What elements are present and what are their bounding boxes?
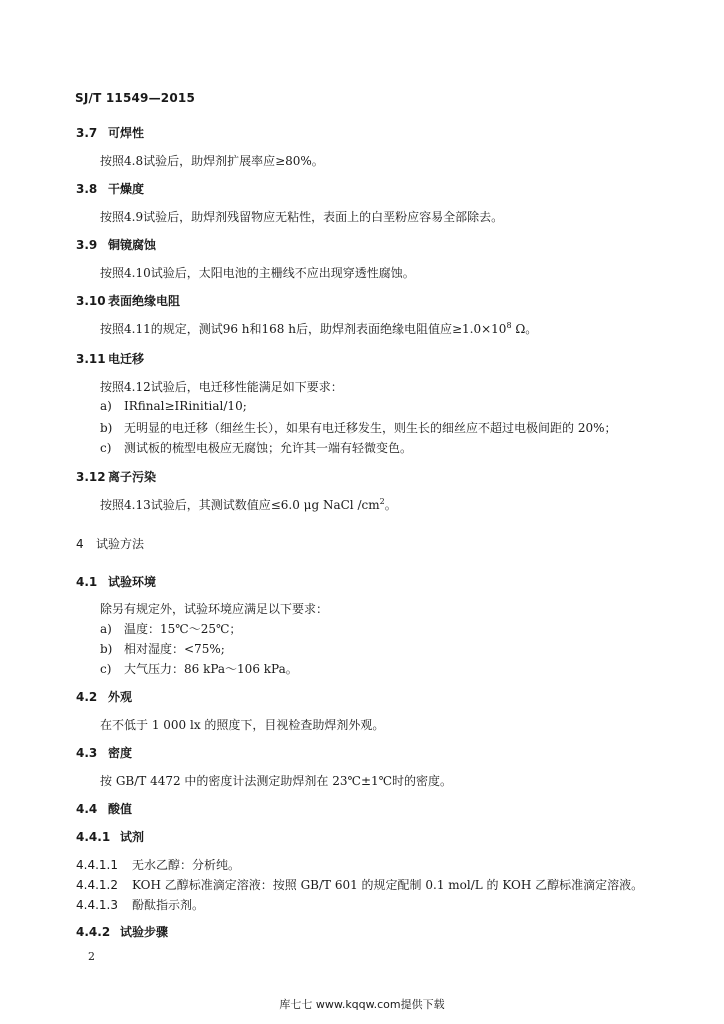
section-4-3-text: 按 GB/T 4472 中的密度计法测定助焊剂在 23℃±1℃时的密度。 bbox=[100, 774, 453, 788]
section-4-4-2-heading bbox=[76, 923, 168, 940]
section-title: 酸值 bbox=[108, 802, 133, 816]
download-footer: 库七七 www.kqqw.com提供下载 bbox=[279, 998, 445, 1011]
section-title: 干燥度 bbox=[108, 182, 145, 196]
item-label: b) bbox=[100, 421, 113, 435]
section-3-9-text: 按照4.10试验后，太阳电池的主栅线不应出现穿透性腐蚀。 bbox=[100, 266, 415, 280]
section-number: 4.3 bbox=[76, 746, 98, 760]
section-number: 3.7 bbox=[76, 126, 98, 140]
page-number: 2 bbox=[88, 950, 95, 963]
clause-4-4-1-3 bbox=[76, 896, 204, 913]
clause-text: KOH 乙醇标准滴定溶液：按照 GB/T 601 的规定配制 0.1 mol/L 的 KOH 乙醇标准滴定溶液。 bbox=[132, 878, 644, 892]
section-title: 可焊性 bbox=[108, 126, 145, 140]
section-title: 试验方法 bbox=[96, 537, 145, 551]
section-4-3-heading bbox=[76, 744, 132, 761]
list-item bbox=[100, 439, 412, 456]
clause-4-4-1-1 bbox=[76, 856, 240, 873]
section-number: 3.10 bbox=[76, 294, 106, 308]
section-3-7-text: 按照4.8试验后，助焊剂扩展率应≥80%。 bbox=[100, 154, 324, 168]
text-part: Ω。 bbox=[511, 322, 538, 336]
section-3-12-heading bbox=[76, 468, 156, 485]
section-3-8-heading bbox=[76, 180, 144, 197]
section-number: 3.12 bbox=[76, 470, 106, 484]
item-label: a) bbox=[100, 622, 112, 636]
section-number: 4.4 bbox=[76, 802, 98, 816]
section-3-9-heading bbox=[76, 236, 156, 253]
section-4-1-heading bbox=[76, 573, 156, 590]
clause-number: 4.4.1.3 bbox=[76, 898, 118, 912]
section-3-10-heading bbox=[76, 292, 180, 309]
section-title: 表面绝缘电阻 bbox=[108, 294, 181, 308]
section-title: 试验环境 bbox=[108, 575, 157, 589]
section-title: 试剂 bbox=[120, 830, 145, 844]
section-4-1-intro: 除另有规定外，试验环境应满足以下要求： bbox=[100, 602, 329, 616]
section-title: 试验步骤 bbox=[120, 925, 169, 939]
section-3-11-intro: 按照4.12试验后，电迁移性能满足如下要求： bbox=[100, 380, 343, 394]
section-number: 4.4.1 bbox=[76, 830, 111, 844]
section-4-2-text: 在不低于 1 000 lx 的照度下，目视检查助焊剂外观。 bbox=[100, 718, 385, 732]
section-4-2-heading bbox=[76, 688, 132, 705]
section-number: 3.8 bbox=[76, 182, 98, 196]
list-item bbox=[100, 660, 298, 677]
clause-number: 4.4.1.2 bbox=[76, 878, 118, 892]
superscript: 8 bbox=[506, 321, 512, 330]
text-part: 。 bbox=[384, 498, 397, 512]
item-text: 温度：15℃～25℃； bbox=[124, 622, 242, 636]
section-title: 铜镜腐蚀 bbox=[108, 238, 157, 252]
list-item bbox=[100, 620, 241, 637]
item-label: c) bbox=[100, 662, 112, 676]
section-title: 外观 bbox=[108, 690, 133, 704]
clause-text: 酚酞指示剂。 bbox=[132, 898, 205, 912]
item-text: 大气压力：86 kPa～106 kPa。 bbox=[124, 662, 298, 676]
section-4-4-1-heading bbox=[76, 828, 144, 845]
section-3-12-text bbox=[100, 496, 397, 513]
item-text: IRfinal≥IRinitial/10; bbox=[124, 399, 247, 413]
clause-4-4-1-2 bbox=[76, 876, 643, 893]
item-text: 测试板的梳型电极应无腐蚀；允许其一端有轻微变色。 bbox=[124, 441, 413, 455]
list-item bbox=[100, 419, 617, 436]
section-4-4-heading bbox=[76, 800, 132, 817]
section-3-7-heading bbox=[76, 124, 144, 141]
text-part: 按照4.13试验后，其测试数值应≤6.0 μg NaCl /cm bbox=[100, 498, 380, 512]
clause-text: 无水乙醇：分析纯。 bbox=[132, 858, 241, 872]
item-text: 无明显的电迁移（细丝生长），如果有电迁移发生，则生长的细丝应不超过电极间距的 20%； bbox=[124, 421, 617, 435]
section-number: 4 bbox=[76, 537, 84, 551]
superscript: 2 bbox=[379, 497, 385, 506]
list-item bbox=[100, 640, 225, 657]
clause-number: 4.4.1.1 bbox=[76, 858, 118, 872]
list-item bbox=[100, 399, 247, 413]
item-text: 相对湿度：<75%; bbox=[124, 642, 225, 656]
item-label: c) bbox=[100, 441, 112, 455]
section-3-8-text: 按照4.9试验后，助焊剂残留物应无粘性，表面上的白垩粉应容易全部除去。 bbox=[100, 210, 504, 224]
section-number: 3.9 bbox=[76, 238, 98, 252]
item-label: b) bbox=[100, 642, 113, 656]
standard-number: SJ/T 11549—2015 bbox=[75, 91, 195, 105]
section-3-10-text bbox=[100, 320, 537, 337]
section-3-11-heading bbox=[76, 350, 144, 367]
section-title: 密度 bbox=[108, 746, 133, 760]
section-title: 离子污染 bbox=[108, 470, 157, 484]
section-number: 4.2 bbox=[76, 690, 98, 704]
section-title: 电迁移 bbox=[108, 352, 145, 366]
text-part: 按照4.11的规定，测试96 h和168 h后，助焊剂表面绝缘电阻值应≥1.0×10 bbox=[100, 322, 507, 336]
section-number: 3.11 bbox=[76, 352, 106, 366]
section-number: 4.4.2 bbox=[76, 925, 111, 939]
section-number: 4.1 bbox=[76, 575, 98, 589]
item-label: a) bbox=[100, 399, 112, 413]
section-4-heading bbox=[76, 535, 144, 552]
